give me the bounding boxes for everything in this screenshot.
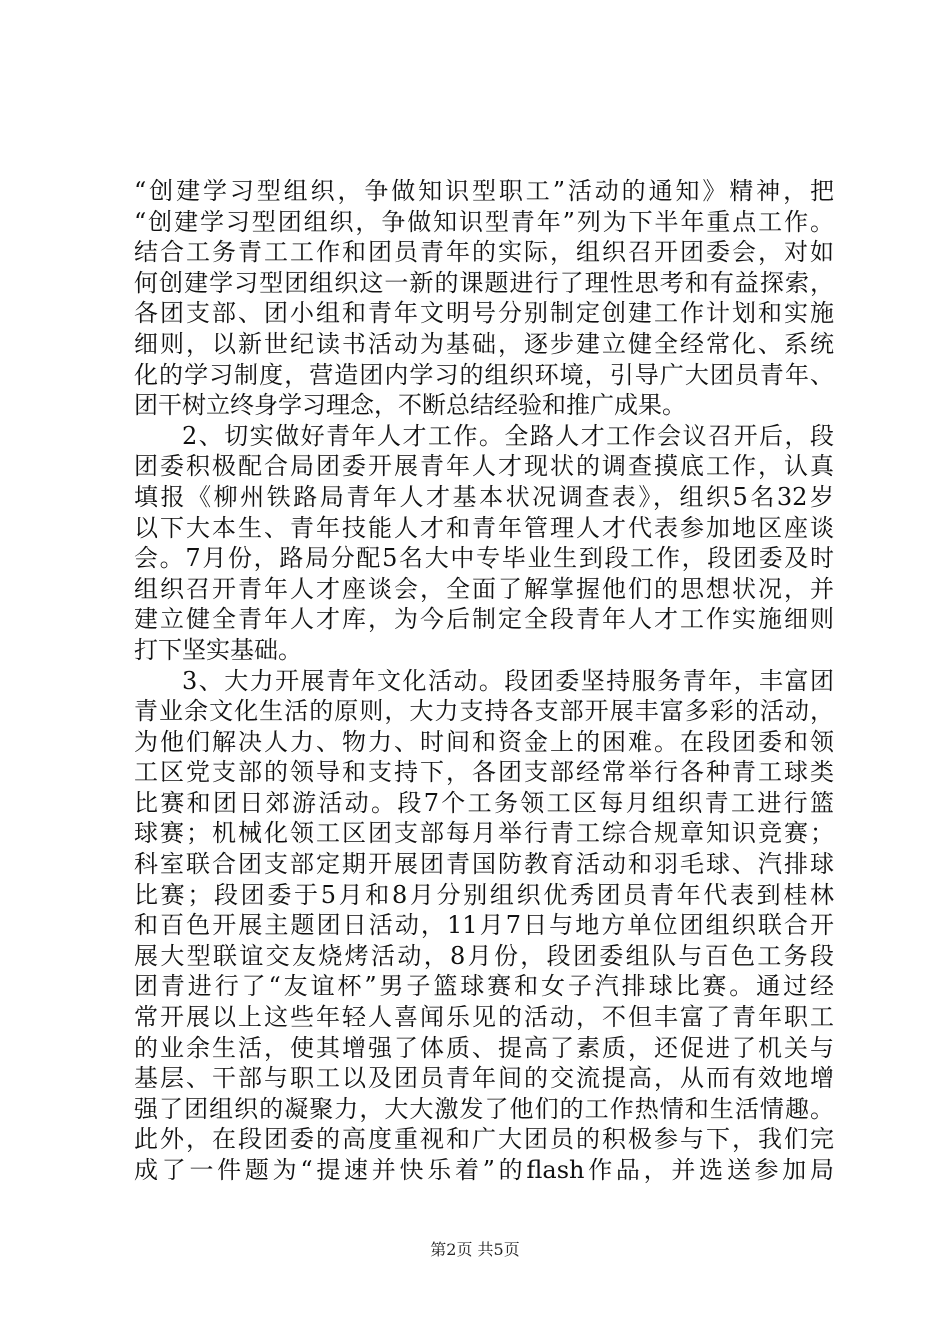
text-line: 和百色开展主题团日活动，11月7日与地方单位团组织联合开 — [134, 911, 834, 940]
text-line: 成了一件题为“提速并快乐着”的flash作品，并选送参加局 — [134, 1156, 834, 1184]
text-line: 工区党支部的领导和支持下，各团支部经常举行各种青工球类 — [134, 758, 834, 787]
text-line: 强了团组织的凝聚力，大大激发了他们的工作热情和生活情趣。 — [134, 1094, 834, 1123]
paragraph-start-line: 2、切实做好青年人才工作。全路人才工作会议召开后，段 — [182, 421, 834, 450]
text-line: 团干树立终身学习理念，不断总结经验和推广成果。 — [134, 391, 686, 420]
text-line: 球赛；机械化领工区团支部每月举行青工综合规章知识竞赛； — [134, 819, 834, 848]
paragraph-start-line: 3、大力开展青年文化活动。段团委坚持服务青年，丰富团 — [182, 666, 834, 695]
text-line: 以下大本生、青年技能人才和青年管理人才代表参加地区座谈 — [134, 513, 834, 542]
document-body — [134, 176, 834, 1186]
text-line: 比赛；段团委于5月和8月分别组织优秀团员青年代表到桂林 — [134, 880, 834, 909]
text-line: 组织召开青年人才座谈会，全面了解掌握他们的思想状况，并 — [134, 574, 834, 603]
text-line: 科室联合团支部定期开展团青国防教育活动和羽毛球、汽排球 — [134, 850, 834, 879]
text-line: 团委积极配合局团委开展青年人才现状的调查摸底工作，认真 — [134, 452, 834, 481]
text-line: 展大型联谊交友烧烤活动，8月份，段团委组队与百色工务段 — [134, 941, 834, 970]
text-line: 各团支部、团小组和青年文明号分别制定创建工作计划和实施 — [134, 299, 834, 328]
text-line: 细则，以新世纪读书活动为基础，逐步建立健全经常化、系统 — [134, 329, 834, 358]
text-line: 填报《柳州铁路局青年人才基本状况调查表》，组织5名32岁 — [134, 482, 834, 511]
text-line: 结合工务青工工作和团员青年的实际，组织召开团委会，对如 — [134, 238, 834, 267]
text-line: 建立健全青年人才库，为今后制定全段青年人才工作实施细则 — [134, 605, 834, 634]
text-line: 此外，在段团委的高度重视和广大团员的积极参与下，我们完 — [134, 1125, 834, 1154]
text-line: 团青进行了“友谊杯”男子篮球赛和女子汽排球比赛。通过经 — [134, 972, 834, 1001]
text-line: 的业余生活，使其增强了体质、提高了素质，还促进了机关与 — [134, 1033, 834, 1062]
text-line: 打下坚实基础。 — [134, 635, 302, 664]
page-number-footer: 第2页 共5页 — [430, 1240, 520, 1259]
text-line: 青业余文化生活的原则，大力支持各支部开展丰富多彩的活动， — [134, 697, 834, 726]
text-line: 基层、干部与职工以及团员青年间的交流提高，从而有效地增 — [134, 1064, 834, 1093]
text-line: 化的学习制度，营造团内学习的组织环境，引导广大团员青年、 — [134, 360, 834, 389]
text-line: 常开展以上这些年轻人喜闻乐见的活动，不但丰富了青年职工 — [134, 1003, 834, 1032]
text-line: “创建学习型组织，争做知识型职工”活动的通知》精神，把 — [134, 177, 834, 205]
text-line: 会。7月份，路局分配5名大中专毕业生到段工作，段团委及时 — [134, 544, 834, 573]
text-line: 为他们解决人力、物力、时间和资金上的困难。在段团委和领 — [134, 727, 834, 756]
text-line: 何创建学习型团组织这一新的课题进行了理性思考和有益探索， — [134, 268, 834, 297]
text-line: 比赛和团日郊游活动。段7个工务领工区每月组织青工进行篮 — [134, 788, 834, 817]
text-line: “创建学习型团组织，争做知识型青年”列为下半年重点工作。 — [134, 207, 834, 236]
